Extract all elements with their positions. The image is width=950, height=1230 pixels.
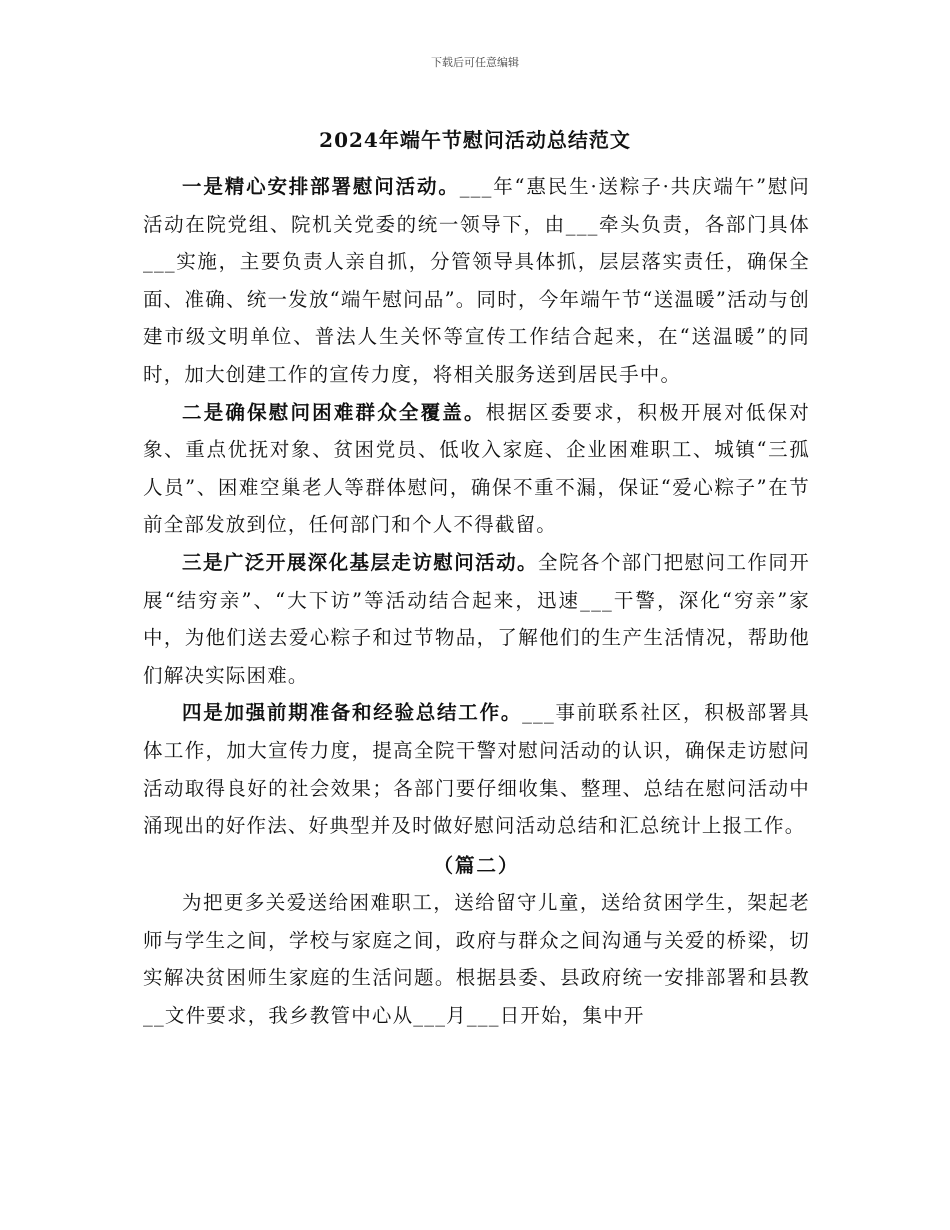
paragraph-2-text: 根据区委要求，积极开展对低保对象、重点优抚对象、贫困党员、低收入家庭、企业困难职工、城镇“三孤人员”、困难空巢老人等群体慰问，确保不重不漏，保证“爱心粽子”在节前全部发放到位，任何部门和个人不得截留。	[143, 400, 810, 537]
section-2-paragraph: 为把更多关爱送给困难职工，送给留守儿童，送给贫困学生，架起老师与学生之间，学校与家庭之间，政府与群众之间沟通与关爱的桥梁，切实解决贫困师生家庭的生活问题。根据县委、县政府统一安排部署和县教__文件要求，我乡教管中心从___月___日开始，集中开	[143, 891, 810, 1028]
paragraph-4-lead: 四是加强前期准备和经验总结工作。	[182, 701, 523, 725]
paragraph-2	[143, 394, 810, 544]
header-note: 下载后可任意编辑	[431, 56, 519, 69]
paragraph-3-lead: 三是广泛开展深化基层走访慰问活动。	[182, 550, 538, 574]
paragraph-2-lead: 二是确保慰问困难群众全覆盖。	[182, 400, 486, 424]
paragraph-3-text: 全院各个部门把慰问工作同开展“结穷亲”、“大下访”等活动结合起来，迅速___干警，深化“穷亲”家中，为他们送去爱心粽子和过节物品，了解他们的生产生活情况，帮助他们解决实际困难。	[143, 550, 810, 687]
document-title: 2024年端午节慰问活动总结范文	[319, 128, 631, 152]
paragraph-1-lead: 一是精心安排部署慰问活动。	[182, 175, 460, 198]
paragraph-1-text: ___年“惠民生·送粽子·共庆端午”慰问活动在院党组、院机关党委的统一领导下，由___牵头负责，各部门具体___实施，主要负责人亲自抓，分管领导具体抓，层层落实责任，确保全面、准确、统一发放“端午慰问品”。同时，今年端午节“送温暖”活动与创建市级文明单位、普法人生关怀等宣传工作结合起来，在“送温暖”的同时，加大创建工作的宣传力度，将相关服务送到居民手中。	[143, 175, 810, 386]
section-2-heading: （篇二）	[433, 853, 520, 877]
paragraph-4-text: ___事前联系社区，积极部署具体工作，加大宣传力度，提高全院干警对慰问活动的认识，确保走访慰问活动取得良好的社会效果；各部门要仔细收集、整理、总结在慰问活动中涌现出的好作法、好典型并及时做好慰问活动总结和汇总统计上报工作。	[143, 701, 810, 838]
paragraph-4	[143, 694, 810, 844]
paragraph-1	[143, 168, 810, 394]
paragraph-3	[143, 544, 810, 694]
document-body	[143, 168, 810, 1035]
